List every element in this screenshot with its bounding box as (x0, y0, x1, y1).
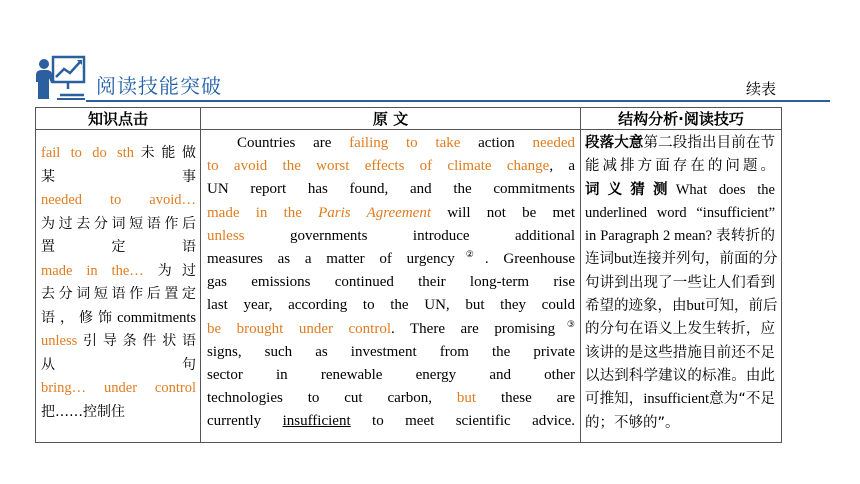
text-segment: 连词 (585, 251, 614, 268)
text-segment: gas emissions continued their long-term rise (207, 274, 575, 291)
text-segment: be brought under control (207, 320, 392, 337)
header-original: 原 文 (201, 108, 581, 130)
text-segment: made in the… (41, 262, 158, 279)
text-segment: action (460, 135, 533, 151)
text-segment: 表转折的 (715, 228, 775, 245)
analysis-line (585, 225, 775, 248)
knowledge-line (41, 307, 196, 331)
analysis-line (585, 132, 775, 155)
text-segment: insufficient (282, 413, 351, 430)
text-segment: technologies to cut carbon, (207, 390, 457, 407)
text-segment: last year, according to the UN, but they could (207, 297, 575, 314)
text-segment: currently (207, 413, 283, 430)
text-segment: will not be met (431, 204, 576, 221)
text-segment: unless (41, 333, 78, 349)
text-segment: 为过 (157, 262, 196, 279)
analysis-line (585, 295, 778, 318)
text-segment: 某事 (41, 168, 196, 185)
analysis-line (585, 202, 775, 225)
knowledge-line (41, 189, 196, 213)
continued-label: 续表 (746, 80, 777, 98)
knowledge-points-cell (36, 130, 201, 443)
original-line (207, 410, 575, 433)
text-segment: 未能做 (133, 145, 196, 161)
text-segment: sector in renewable energy and other (207, 367, 575, 384)
text-segment: measures as a matter of urgency (207, 251, 455, 268)
analysis-line (585, 412, 775, 435)
knowledge-line (41, 166, 196, 190)
header-divider (86, 100, 830, 102)
text-segment: 该讲的是这些措施目前还不足 (585, 344, 775, 361)
text-segment: Paris Agreement (318, 204, 431, 221)
analysis-line (585, 318, 775, 341)
text-segment: 连接并列句，前面的分 (632, 251, 778, 268)
knowledge-line (41, 401, 196, 425)
header-knowledge: 知识点击 (36, 108, 201, 130)
original-line (207, 341, 575, 364)
text-segment: 从句 (41, 356, 196, 373)
text-segment: 可推知， (585, 391, 644, 408)
original-line (207, 178, 575, 201)
analysis-line (585, 155, 775, 178)
text-segment: 的；不够的”。 (585, 414, 680, 431)
reading-analysis-table (35, 107, 782, 443)
text-segment: commitments (117, 309, 196, 326)
original-line (207, 294, 575, 317)
analysis-cell (581, 130, 782, 443)
original-line (207, 248, 575, 271)
original-line (207, 155, 575, 178)
text-segment: these are (476, 390, 575, 407)
text-segment: needed to avoid… (41, 192, 196, 208)
text-segment: 置定语 (41, 239, 196, 255)
text-segment: made in the (207, 204, 319, 221)
analysis-line (585, 388, 775, 411)
analysis-line (585, 179, 775, 202)
text-segment: What does the (675, 181, 775, 198)
original-line (207, 364, 575, 387)
original-text-cell (201, 130, 581, 443)
analysis-line (585, 342, 775, 365)
knowledge-line (41, 283, 196, 307)
table-row (36, 130, 782, 443)
text-segment: 为过去分词短语作后 (41, 215, 196, 232)
knowledge-line (41, 377, 196, 401)
text-segment: insufficient (643, 391, 710, 408)
text-segment: 句讲到出现了一些让人们看到 (585, 274, 775, 291)
text-segment: 段落大意 (585, 135, 644, 151)
analysis-line (585, 272, 775, 295)
text-segment: failing to take (349, 135, 461, 151)
text-segment: fail to do sth (41, 145, 134, 161)
knowledge-line (41, 260, 196, 284)
original-line (207, 225, 575, 248)
text-segment: 以达到科学建议的标准。由此 (585, 367, 775, 384)
text-segment: unless (207, 227, 245, 244)
text-segment: ② (454, 249, 485, 260)
section-title: 阅读技能突破 (96, 74, 222, 98)
text-segment: UN report has found, and the commitments (207, 181, 575, 198)
table-header-row (36, 108, 782, 130)
text-segment: 希望的迹象，由 (585, 298, 687, 315)
header-analysis: 结构分析·阅读技巧 (581, 108, 782, 130)
text-segment: 把……控制住 (41, 403, 125, 420)
analysis-line (585, 248, 778, 271)
text-segment: 可知，前后 (705, 298, 778, 315)
text-segment: signs, such as investment from the private (207, 343, 575, 360)
text-segment: governments introduce additional (244, 227, 575, 244)
text-segment: but (456, 390, 477, 407)
text-segment: bring… under control (41, 380, 196, 396)
knowledge-line (41, 236, 196, 260)
analysis-line (585, 365, 775, 388)
original-line (207, 318, 575, 341)
text-segment: 语，修饰 (41, 309, 118, 326)
knowledge-line (41, 142, 196, 166)
original-line (207, 132, 575, 155)
text-segment: to meet scientific advice. (350, 413, 576, 430)
text-segment: to avoid the worst effects of climate change (207, 158, 550, 175)
original-line (207, 271, 575, 294)
text-segment: in Paragraph 2 mean? (585, 228, 716, 245)
text-segment: underlined word “insufficient” (585, 204, 775, 221)
text-segment: 引导条件状语 (77, 333, 196, 349)
text-segment: ③ (555, 318, 575, 329)
text-segment: Countries are (237, 135, 350, 151)
text-segment: needed (532, 135, 575, 151)
knowledge-line (41, 354, 196, 378)
original-line (207, 387, 575, 410)
knowledge-line (41, 213, 196, 237)
presentation-chart-icon (33, 55, 87, 101)
text-segment: . There are promising (391, 320, 556, 337)
text-segment: 第二段指出目前在节 (643, 135, 775, 151)
text-segment: 的分句在语义上发生转折，应 (585, 321, 775, 338)
text-segment: 意为“不足 (709, 391, 775, 408)
original-line (207, 202, 575, 225)
text-segment: , a (549, 158, 575, 175)
knowledge-line (41, 330, 196, 354)
text-segment: 能减排方面存在的问题。 (585, 158, 775, 175)
text-segment: . Greenhouse (484, 251, 575, 268)
text-segment: 词义猜测 (585, 181, 676, 198)
text-segment: but (614, 251, 633, 268)
text-segment: 去分词短语作后置定 (41, 286, 196, 302)
text-segment: but (686, 298, 706, 315)
